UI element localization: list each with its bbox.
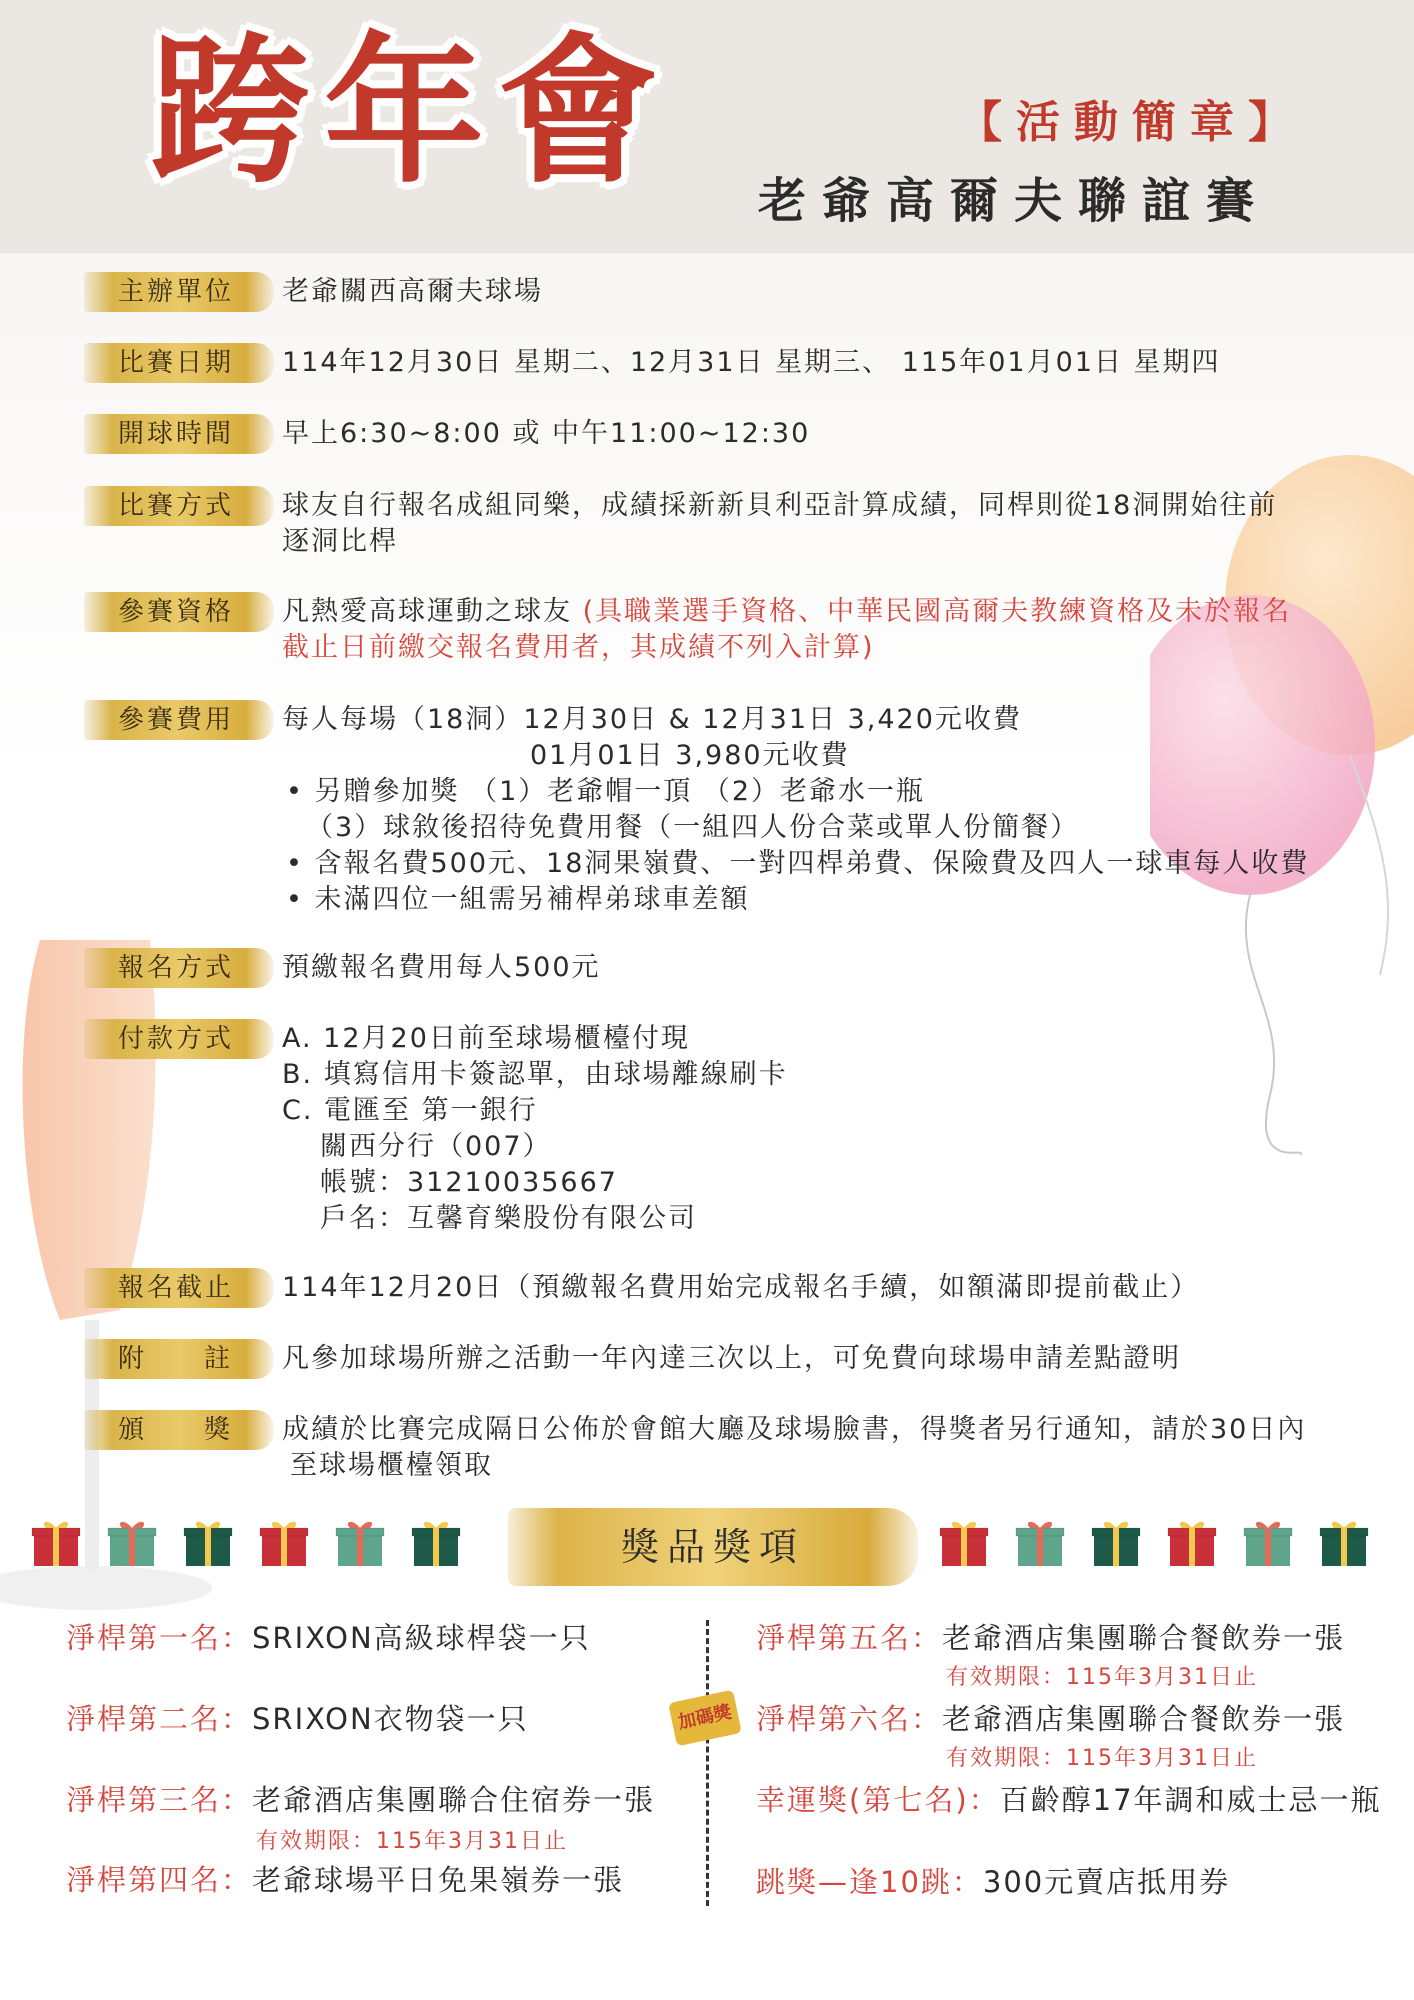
page-title: 跨年會: [150, 18, 673, 205]
brief-tag: 【活動簡章】: [958, 97, 1306, 148]
detail-value: 凡熱愛高球運動之球友: [282, 596, 572, 627]
gift-icon: [334, 1518, 386, 1568]
detail-value: 每人每場（18洞）12月30日 & 12月31日 3,420元收費: [282, 704, 1022, 735]
detail-value-line: [282, 594, 1291, 630]
gift-row-left: [30, 1518, 480, 1580]
detail-value: 凡參加球場所辦之活動一年內達三次以上，可免費向球場申請差點證明: [282, 1343, 1181, 1374]
balloon-icon: [1150, 455, 1414, 1155]
eligibility-note: (具職業選手資格、中華民國高爾夫教練資格及未於報名: [582, 596, 1292, 627]
detail-value: A. 12月20日前至球場櫃檯付現: [282, 1023, 690, 1054]
subtitle: 老爺高爾夫聯誼賽: [758, 173, 1271, 229]
detail-value: 球友自行報名成組同樂，成績採新新貝利亞計算成績，同桿則從18洞開始往前: [282, 490, 1278, 521]
detail-value: 成績於比賽完成隔日公佈於會館大廳及球場臉書，得獎者另行通知，請於30日內: [282, 1414, 1307, 1445]
detail-value: 帳號：31210035667: [320, 1167, 618, 1198]
prize-value: 老爺球場平日免果嶺券一張: [252, 1863, 625, 1897]
bonus-badge: 加碼獎: [668, 1690, 742, 1747]
prize-label: 淨桿第六名：: [756, 1702, 943, 1736]
prize-value: 老爺酒店集團聯合餐飲券一張: [942, 1702, 1346, 1736]
detail-value: 114年12月20日（預繳報名費用始完成報名手續，如額滿即提前截止）: [282, 1272, 1200, 1303]
detail-label: [84, 1339, 274, 1379]
prize-value: SRIXON衣物袋一只: [252, 1702, 529, 1736]
eligibility-note: 截止日前繳交報名費用者，其成績不列入計算): [282, 632, 875, 663]
detail-value: B. 填寫信用卡簽認單，由球場離線刷卡: [282, 1059, 788, 1090]
detail-value: • 含報名費500元、18洞果嶺費、一對四桿弟費、保險費及四人一球車每人收費: [286, 848, 1310, 879]
detail-value: 早上6:30~8:00 或 中午11:00~12:30: [282, 418, 811, 449]
detail-value: 預繳報名費用每人500元: [282, 952, 601, 983]
gift-icon: [182, 1518, 234, 1568]
prize-value: 老爺酒店集團聯合住宿券一張: [252, 1783, 656, 1817]
detail-value: • 另贈參加獎 （1）老爺帽一頂 （2）老爺水一瓶: [286, 776, 926, 807]
gift-icon: [1318, 1518, 1370, 1568]
detail-value: 逐洞比桿: [282, 526, 398, 557]
gift-icon: [1090, 1518, 1142, 1568]
prize-item: [66, 1860, 624, 1900]
prize-item: [66, 1780, 655, 1820]
detail-value: 關西分行（007）: [320, 1131, 552, 1162]
gift-icon: [30, 1518, 82, 1568]
detail-value: 至球場櫃檯領取: [290, 1450, 493, 1481]
label-char: 獎: [204, 1415, 231, 1445]
prize-validity: 有效期限：115年3月31日止: [946, 1665, 1258, 1690]
detail-label: 報名方式: [84, 948, 274, 988]
detail-label: 比賽日期: [84, 343, 274, 383]
prize-value: 百齡醇17年調和威士忌一瓶: [999, 1783, 1382, 1817]
prize-validity: 有效期限：115年3月31日止: [256, 1829, 568, 1854]
detail-value: 老爺關西高爾夫球場: [282, 276, 543, 307]
prize-item: [756, 1862, 1230, 1902]
detail-label: 參賽資格: [84, 592, 274, 632]
gift-icon: [258, 1518, 310, 1568]
detail-label: 付款方式: [84, 1019, 274, 1059]
prize-label: 淨桿第五名：: [756, 1621, 943, 1655]
detail-value: • 未滿四位一組需另補桿弟球車差額: [286, 884, 750, 915]
prize-label: 淨桿第三名：: [66, 1783, 253, 1817]
detail-value: 114年12月30日 星期二、12月31日 星期三、 115年01月01日 星期四: [282, 347, 1221, 378]
gift-row-right: [938, 1518, 1388, 1580]
prize-label: 淨桿第一名：: [66, 1621, 253, 1655]
prize-divider: [706, 1620, 709, 1906]
detail-label: 主辦單位: [84, 272, 274, 312]
prize-item: [756, 1618, 1345, 1658]
detail-value: 01月01日 3,980元收費: [530, 740, 850, 771]
detail-label: 報名截止: [84, 1268, 274, 1308]
prize-value: SRIXON高級球桿袋一只: [252, 1621, 591, 1655]
prize-validity: 有效期限：115年3月31日止: [946, 1746, 1258, 1771]
prize-value: 老爺酒店集團聯合餐飲券一張: [942, 1621, 1346, 1655]
detail-label: 開球時間: [84, 414, 274, 454]
prize-label: 淨桿第二名：: [66, 1702, 253, 1736]
prize-label: 幸運獎(第七名)：: [756, 1783, 1000, 1817]
gift-icon: [1014, 1518, 1066, 1568]
detail-value: （3）球敘後招待免費用餐（一組四人份合菜或單人份簡餐）: [306, 812, 1080, 843]
gift-icon: [1242, 1518, 1294, 1568]
gift-icon: [938, 1518, 990, 1568]
prize-label: 淨桿第四名：: [66, 1863, 253, 1897]
prize-banner: 獎品獎項: [508, 1508, 918, 1586]
detail-label: [84, 1410, 274, 1450]
prize-label: 跳獎—逢10跳：: [756, 1865, 983, 1899]
label-char: 頒: [118, 1415, 145, 1445]
gift-icon: [410, 1518, 462, 1568]
label-char: 註: [204, 1344, 231, 1374]
prize-item: [66, 1618, 591, 1658]
prize-item: [756, 1780, 1382, 1820]
prize-value: 300元賣店抵用券: [982, 1865, 1231, 1899]
detail-value: 戶名：互馨育樂股份有限公司: [320, 1203, 697, 1234]
detail-value: C. 電匯至 第一銀行: [282, 1095, 538, 1126]
prize-item: [66, 1699, 529, 1739]
gift-icon: [1166, 1518, 1218, 1568]
detail-label: 比賽方式: [84, 486, 274, 526]
gift-icon: [106, 1518, 158, 1568]
prize-item: [756, 1699, 1345, 1739]
detail-label: 參賽費用: [84, 700, 274, 740]
label-char: 附: [118, 1344, 145, 1374]
